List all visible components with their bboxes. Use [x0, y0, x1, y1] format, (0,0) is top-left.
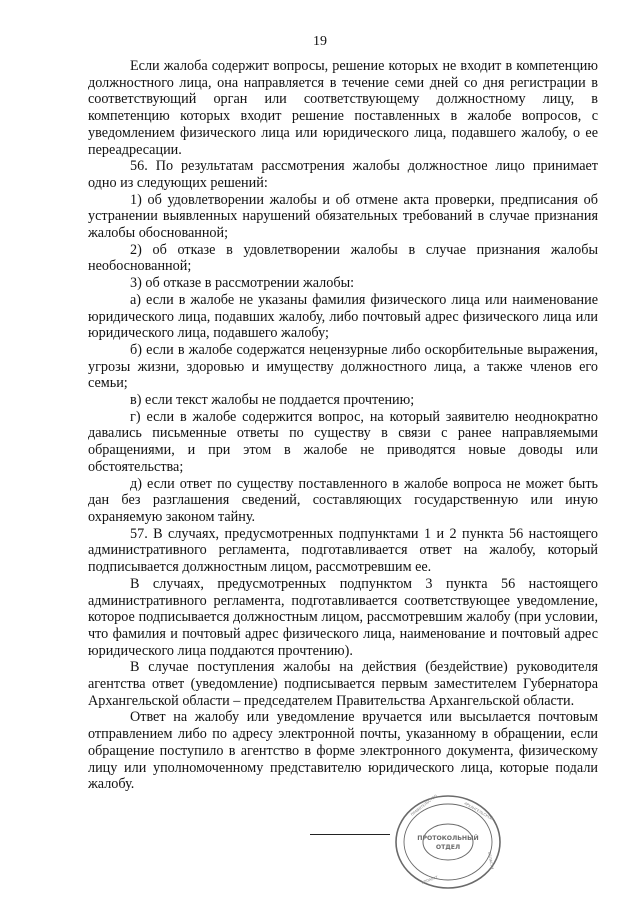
paragraph: 57. В случаях, предусмотренных подпунктами 1 и 2 пункта 56 настоящего административного регламента, подготавливается ответ на жалобу, который подписывается должностным лицом, рассмотревшим ее.	[88, 525, 598, 576]
paragraph: В случае поступления жалобы на действия (бездействие) руководителя агентства ответ (уведомление) подписывается первым заместителем Губернатора Архангельской области – председателем Правительства Архангельской области.	[88, 659, 598, 709]
paragraph: Если жалоба содержит вопросы, решение которых не входит в компетенцию должностного лица, она направляется в течение семи дней со дня регистрации в соответствующий орган или соответствующему должностному лицу, в компетенцию которых входит решение поставленных в жалобе вопросов, с уведомлением физического лица или юридического лица, подавшего жалобу, о ее переадресации.	[88, 58, 598, 158]
paragraph: 1) об удовлетворении жалобы и об отмене акта проверки, предписания об устранении выявленных нарушений обязательных требований в случае признания жалобы обоснованной;	[88, 191, 598, 242]
paragraph: б) если в жалобе содержатся нецензурные либо оскорбительные выражения, угрозы жизни, здоровью и имуществу должностного лица, а также членов его семьи;	[88, 341, 598, 392]
paragraph: д) если ответ по существу поставленного в жалобе вопроса не может быть дан без разглашения сведений, составляющих государственную или иную охраняемую законом тайну.	[88, 475, 598, 525]
page-number: 19	[313, 34, 327, 49]
paragraph: г) если в жалобе содержится вопрос, на который заявителю неоднократно давались письменные ответы по существу в связи с ранее направляемыми обращениями, и при этом в жалобе не приводятся новые доводы или обстоятельства;	[88, 408, 598, 475]
paragraph: Ответ на жалобу или уведомление вручается или высылается почтовым отправлением либо по адресу электронной почты, указанному в обращении, если обращение поступило в агентство в форме электронного документа, физическому лицу или уполномоченному представителю юридического лица, которые подали жалобу.	[88, 709, 598, 793]
paragraph: 2) об отказе в удовлетворении жалобы в случае признания жалобы необоснованной;	[88, 241, 598, 275]
svg-text:ПРАВИТЕЛЬСТВО: ПРАВИТЕЛЬСТВО	[410, 793, 438, 817]
paragraph: а) если в жалобе не указаны фамилия физического лица или наименование юридического лица, подавших жалобу, либо почтовый адрес физического лица или юридического лица, подавшего жалобу;	[88, 291, 598, 342]
body-text	[88, 58, 598, 793]
paragraph: 56. По результатам рассмотрения жалобы должностное лицо принимает одно из следующих решений:	[88, 158, 598, 191]
stamp-seal	[392, 792, 504, 892]
svg-text:ПРОТОКОЛЬНЫЙ: ПРОТОКОЛЬНЫЙ	[417, 835, 479, 842]
svg-text:АППАРАТ: АППАРАТ	[420, 875, 439, 885]
paragraph: 3) об отказе в рассмотрении жалобы:	[130, 275, 355, 292]
svg-text:ОБЛАСТИ: ОБЛАСТИ	[487, 851, 495, 870]
paragraph: в) если текст жалобы не поддается прочтению;	[130, 392, 415, 409]
paragraph: В случаях, предусмотренных подпунктом 3 пункта 56 настоящего административного регламента, подготавливается соответствующее уведомление, которое подписывается должностным лицом, рассмотревшим жалобу (при условии, что фамилия и почтовый адрес физического лица, наименование и почтовый адрес юридического лица поддаются прочтению).	[88, 575, 598, 659]
svg-text:ОТДЕЛ: ОТДЕЛ	[435, 844, 461, 851]
signature-line	[310, 834, 390, 835]
svg-text:АРХАНГЕЛЬСКОЙ: АРХАНГЕЛЬСКОЙ	[463, 801, 494, 822]
